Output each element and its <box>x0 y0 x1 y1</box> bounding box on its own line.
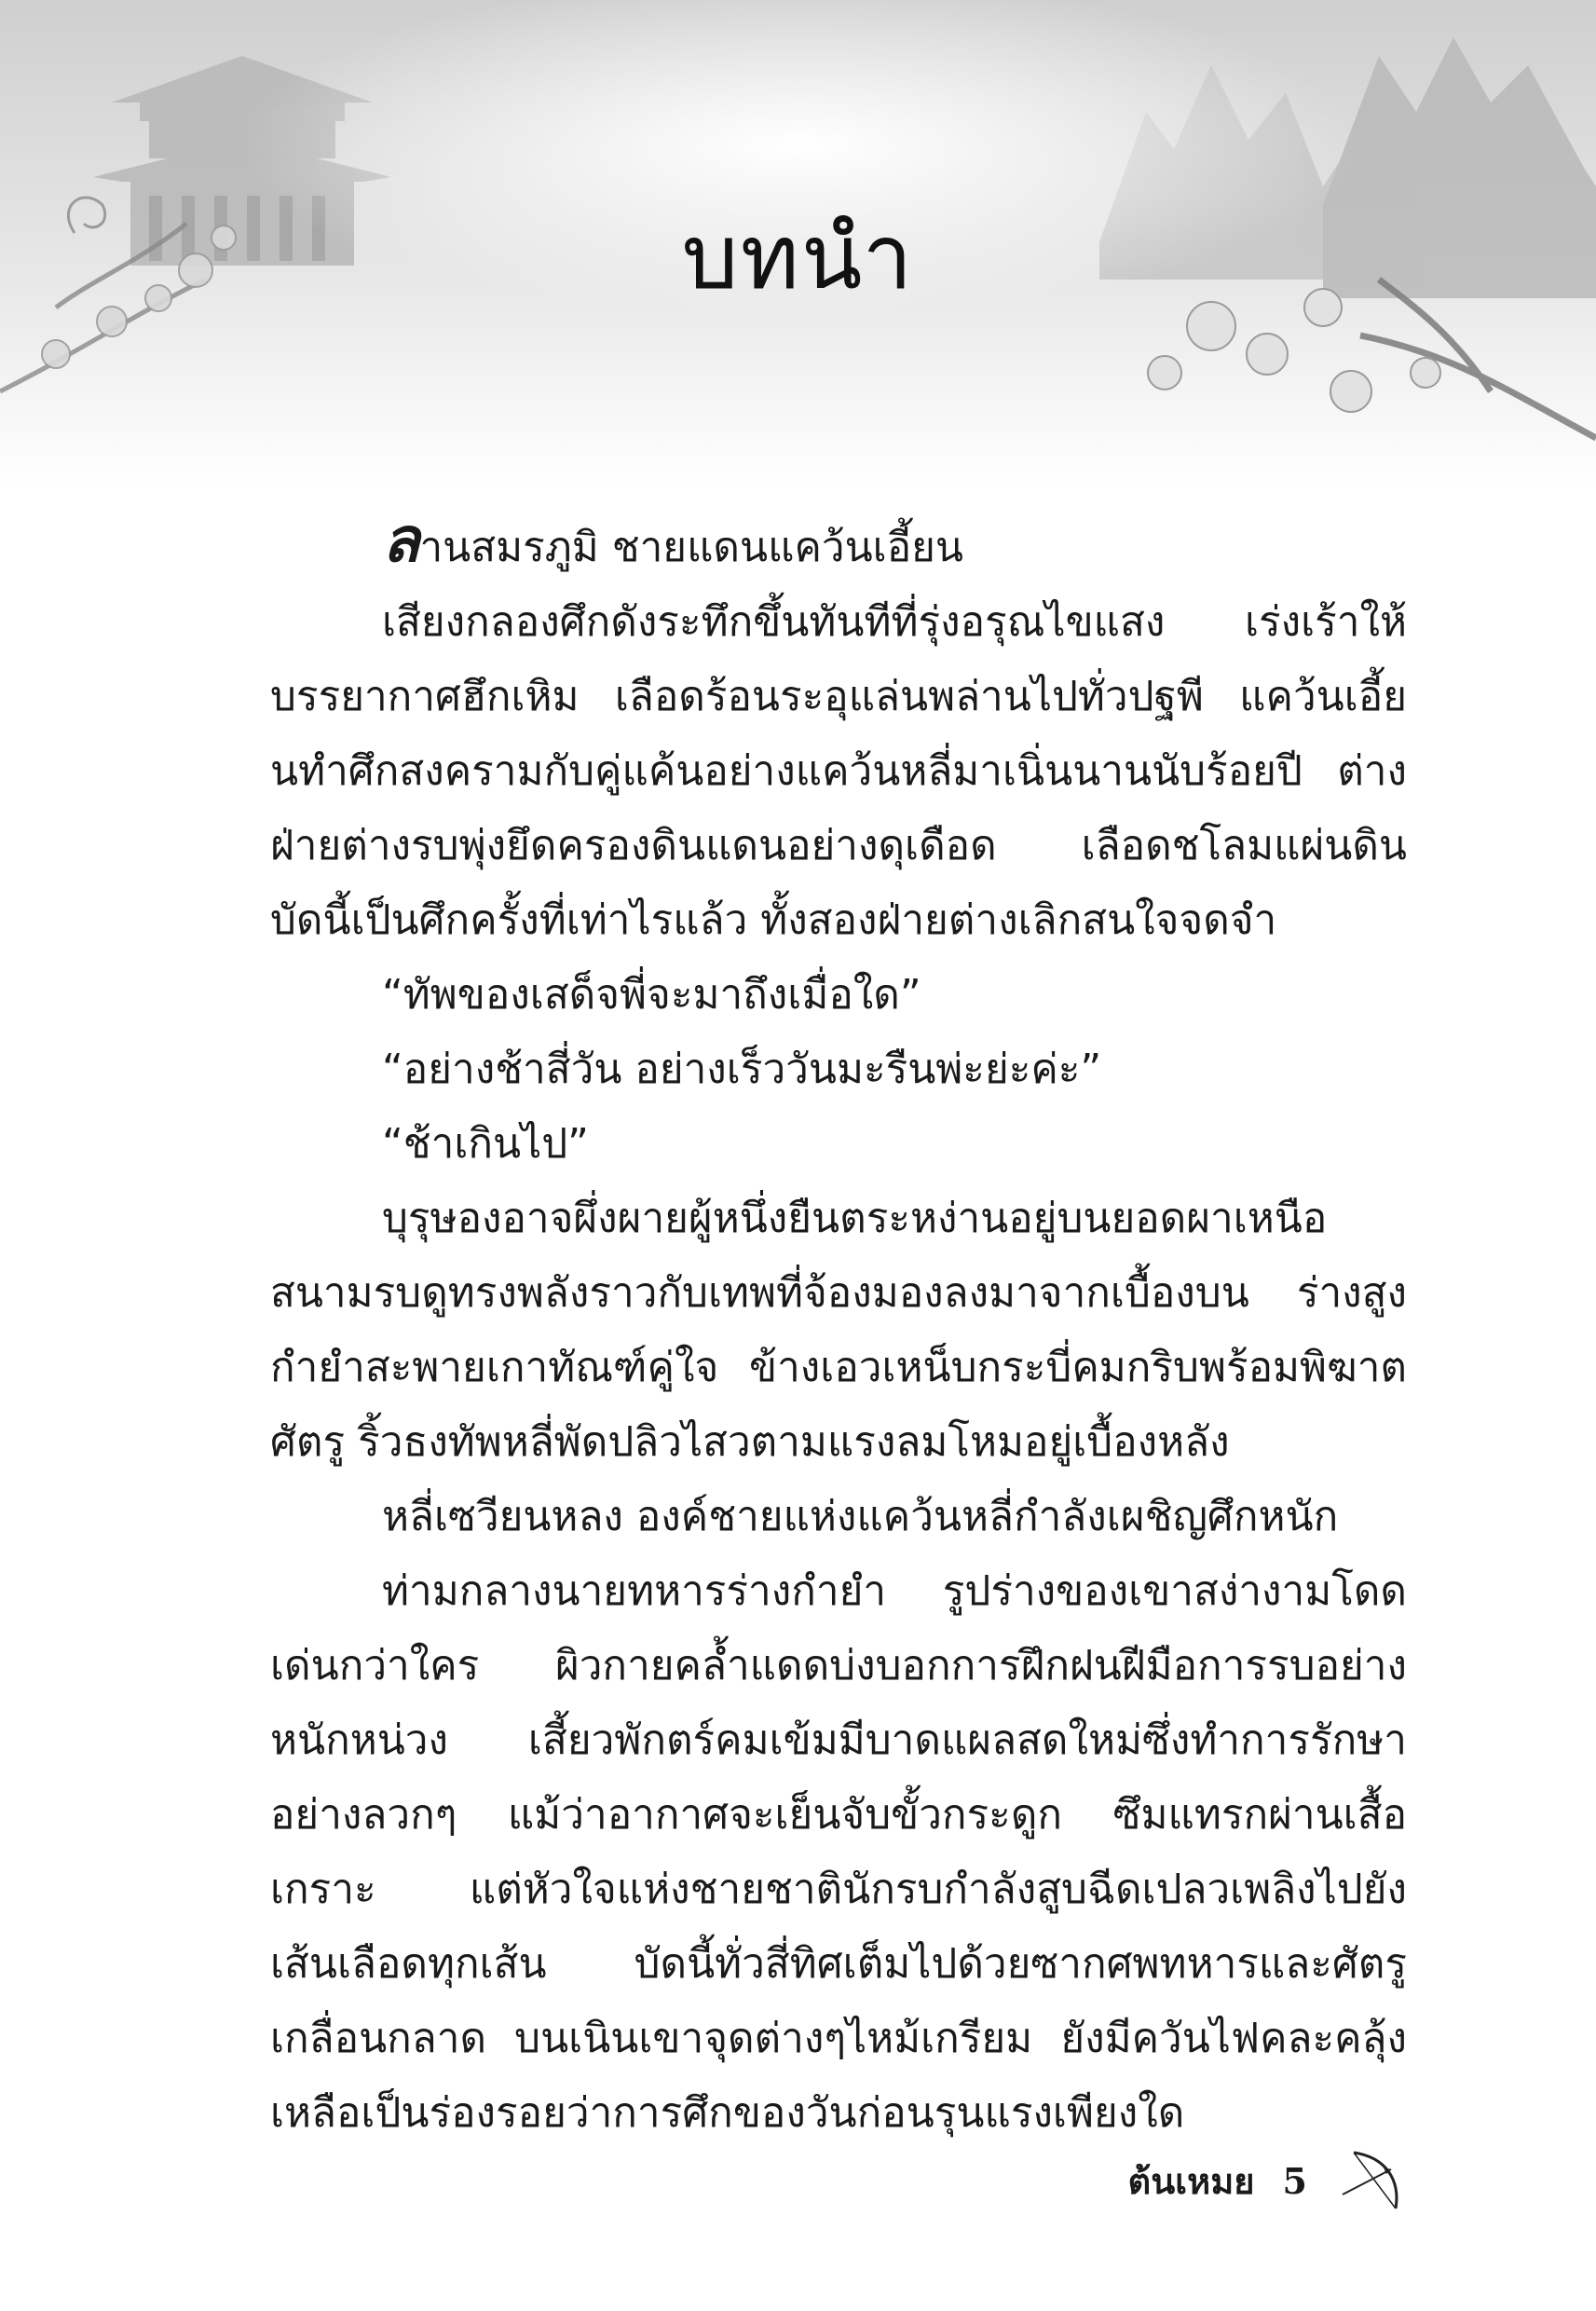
page-footer <box>1128 2143 1410 2218</box>
paragraph: ท่ามกลางนายทหารร่างกำยำ รูปร่างของเขาสง่างามโดดเด่นกว่าใคร ผิวกายคล้ำแดดบ่งบอกการฝึกฝนฝีมือการรบอย่างหนักหน่วง เสี้ยวพักตร์คมเข้มมีบาดแผลสดใหม่ซึ่งทำการรักษาอย่างลวกๆ แม้ว่าอากาศจะเย็นจับขั้วกระดูก ซึมแทรกผ่านเสื้อเกราะ แต่หัวใจแห่งชายชาตินักรบกำลังสูบฉีดเปลวเพลิงไปยังเส้นเลือดทุกเส้น บัดนี้ทั่วสี่ทิศเต็มไปด้วยซากศพทหารและศัตรูเกลื่อนกลาด บนเนินเขาจุดต่างๆไหม้เกรียม ยังมีควันไฟคละคลุ้งเหลือเป็นร่องรอยว่าการศึกของวันก่อนรุนแรงเพียงใด <box>270 1567 1407 2137</box>
drop-cap: ล <box>382 504 420 576</box>
paragraph: “อย่างช้าสี่วัน อย่างเร็ววันมะรืนพ่ะย่ะค่ะ” <box>382 1046 1102 1093</box>
paragraph: ลานสมรภูมิ ชายแดนแคว้นเอี้ยน <box>382 504 963 576</box>
page-number: 5 <box>1282 2159 1307 2202</box>
body-text <box>270 504 1407 2151</box>
paragraph: เสียงกลองศึกดังระทึกขึ้นทันทีที่รุ่งอรุณไขแสง เร่งเร้าให้บรรยากาศฮึกเหิม เลือดร้อนระอุแล่นพล่านไปทั่วปฐพี แคว้นเอี้ยนทำศึกสงครามกับคู่แค้นอย่างแคว้นหลี่มาเนิ่นนานนับร้อยปี ต่างฝ่ายต่างรบพุ่งยึดครองดินแดนอย่างดุเดือด เลือดชโลมแผ่นดิน บัดนี้เป็นศึกครั้งที่เท่าไรแล้ว ทั้งสองฝ่ายต่างเลิกสนใจจดจำ <box>270 598 1407 944</box>
bow-arrow-icon <box>1335 2143 1410 2218</box>
paragraph: “ทัพของเสด็จพี่จะมาถึงเมื่อใด” <box>382 971 921 1019</box>
page-title: บทนำ <box>681 205 915 309</box>
paragraph: “ช้าเกินไป” <box>382 1120 589 1168</box>
paragraph: บุรุษองอาจผึ่งผายผู้หนึ่งยืนตระหง่านอยู่บนยอดผาเหนือสนามรบดูทรงพลังราวกับเทพที่จ้องมองลงมาจากเบื้องบน ร่างสูงกำยำสะพายเกาทัณฑ์คู่ใจ ข้างเอวเหน็บกระบี่คมกริบพร้อมพิฆาตศัตรู ริ้วธงทัพหลี่พัดปลิวไสวตามแรงลมโหมอยู่เบื้องหลัง <box>270 1195 1407 1466</box>
paragraph: หลี่เซวียนหลง องค์ชายแห่งแคว้นหลี่กำลังเผชิญศึกหนัก <box>382 1493 1339 1540</box>
running-title: ต้นเหมย <box>1127 2159 1255 2202</box>
